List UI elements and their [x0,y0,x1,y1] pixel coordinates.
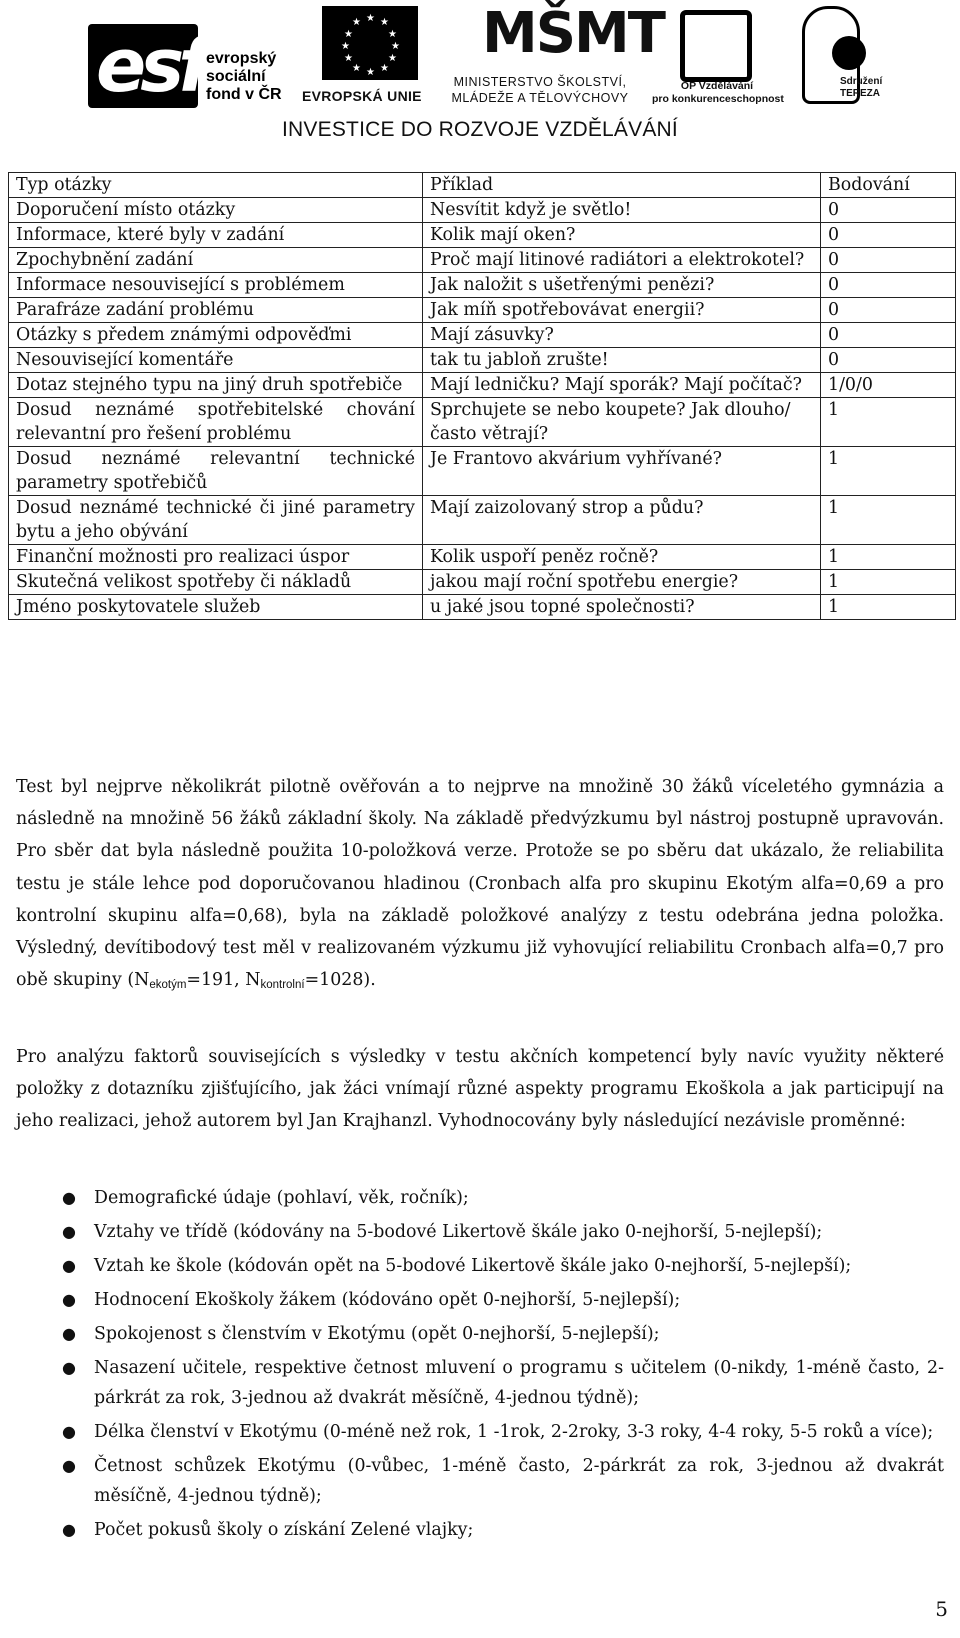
bullet-icon: ● [62,1188,76,1207]
eu-logo [302,6,442,106]
table-cell: Kolik uspoří peněz ročně? [423,545,821,570]
table-cell: Dosud neznámé technické či jiné parametry bytu a jeho obývání [9,496,423,545]
table-cell: Jak naložit s ušetřenými penězi? [423,273,821,298]
eu-logo-text: EVROPSKÁ UNIE [302,88,422,104]
table-cell: 1/0/0 [821,373,956,398]
eu-flag-icon: ★ ★ ★ ★ ★ ★ ★ ★ ★ ★ ★ ★ [322,6,418,80]
list-item: ● Vztahy ve třídě (kódovány na 5-bodové Likertově škále jako 0-nejhorší, 5-nejlepší); [16,1217,944,1247]
table-cell: Informace, které byly v zadání [9,223,423,248]
question-types-table [8,172,956,620]
table-cell: Sprchujete se nebo koupete? Jak dlouho/často větrají? [423,398,821,447]
list-item: ● Demografické údaje (pohlaví, věk, ročník); [16,1183,944,1213]
list-item: ● Vztah ke škole (kódován opět na 5-bodové Likertově škále jako 0-nejhorší, 5-nejlepší); [16,1251,944,1281]
bullet-icon: ● [62,1256,76,1275]
table-cell: Je Frantovo akvárium vyhřívané? [423,447,821,496]
msmt-mark: MŠMT [482,1,664,66]
table-row [9,348,956,373]
table-cell: 0 [821,348,956,373]
table-cell: Finanční možnosti pro realizaci úspor [9,545,423,570]
table-cell: u jaké jsou topné společnosti? [423,595,821,620]
list-item: ● Spokojenost s členstvím v Ekotýmu (opět 0-nejhorší, 5-nejlepší); [16,1319,944,1349]
table-cell: Parafráze zadání problému [9,298,423,323]
list-item: ● Četnost schůzek Ekotýmu (0-vůbec, 1-méně často, 2-párkrát za rok, 3-jednou až dvakrát měsíčně, 4-jednou týdně); [16,1451,944,1511]
table-cell: Dosud neznámé relevantní technické parametry spotřebičů [9,447,423,496]
bullet-icon: ● [62,1422,76,1441]
table-row [9,545,956,570]
table-row [9,198,956,223]
table-cell: 1 [821,447,956,496]
list-item: ● Délka členství v Ekotýmu (0-méně než rok, 1 -1rok, 2-2roky, 3-3 roky, 4-4 roky, 5-5 roků a více); [16,1417,944,1447]
table-row [9,447,956,496]
table-cell: Zpochybnění zadání [9,248,423,273]
table-header-cell: Bodování [821,173,956,198]
msmt-logo-text: MINISTERSTVO ŠKOLSTVÍ, MLÁDEŽE A TĚLOVÝCHOVY [451,75,629,105]
variables-list [16,1183,944,1549]
table-row [9,223,956,248]
table-header-cell: Příklad [423,173,821,198]
esf-mark: esf [96,23,205,109]
table-cell: 0 [821,298,956,323]
table-cell: Nesvítit když je světlo! [423,198,821,223]
list-item: ● Hodnocení Ekoškoly žákem (kódováno opět 0-nejhorší, 5-nejlepší); [16,1285,944,1315]
msmt-logo [434,1,664,112]
table-header-row [9,173,956,198]
table-cell: Dosud neznámé spotřebitelské chování relevantní pro řešení problému [9,398,423,447]
esf-logo-text: evropský sociální fond v ČR [206,50,282,103]
bullet-icon: ● [62,1520,76,1539]
table-row [9,248,956,273]
bullet-icon: ● [62,1358,76,1377]
table-cell: tak tu jabloň zrušte! [423,348,821,373]
table-row [9,398,956,447]
page-header [0,0,960,150]
header-tagline: INVESTICE DO ROZVOJE VZDĚLÁVÁNÍ [282,118,678,141]
bullet-icon: ● [62,1290,76,1309]
bullet-icon: ● [62,1456,76,1475]
table-cell: Mají ledničku? Mají sporák? Mají počítač? [423,373,821,398]
table-cell: Jak míň spotřebovávat energii? [423,298,821,323]
table-cell: 0 [821,323,956,348]
table-row [9,323,956,348]
table-cell: Doporučení místo otázky [9,198,423,223]
table-cell: 0 [821,198,956,223]
paragraph-factors: Pro analýzu faktorů souvisejících s výsledky v testu akčních kompetencí byly navíc využity některé položky z dotazníku zjišťujícího, jak žáci vnímají různé aspekty programu Ekoškola a jak participují na jeho realizaci, jehož autorem byl Jan Krajhanzl. Vyhodnocovány byly následující nezávisle proměnné: [16,1047,944,1132]
table-header-cell: Typ otázky [9,173,423,198]
table-cell: 1 [821,595,956,620]
table-row [9,496,956,545]
table-cell: 1 [821,570,956,595]
table-cell: 1 [821,496,956,545]
paragraph-test-reliability: Test byl nejprve několikrát pilotně ověřován a to nejprve na množině 30 žáků víceletého gymnázia a následně na množině 56 žáků základní školy. Na základě předvýzkumu byl nástroj postupně upravován. Pro sběr dat byla následně použita 10-položková verze. Protože se po sběru dat ukázalo, že reliabilita testu je stále lehce pod doporučovanou hladinou (Cronbach alfa pro skupinu Ekotým alfa=0,69 a pro kontrolní skupinu alfa=0,68), byla na základě položkové analýzy z testu odebrána jedna položka. Výsledný, devítibodový test měl v realizovaném výzkumu již vyhovující reliabilitu Cronbach alfa=0,7 pro obě skupiny ($N_{ekotým}=191$, $N_{kontrolní}=1028$). [16,777,944,992]
table-row [9,273,956,298]
subscript-ekotym: ekotým [149,979,187,992]
table-cell: Jméno poskytovatele služeb [9,595,423,620]
table-row [9,595,956,620]
table-row [9,570,956,595]
table-cell: 0 [821,273,956,298]
tereza-logo-text: Sdružení TEREZA [840,76,883,99]
table-cell: 0 [821,248,956,273]
bullet-icon: ● [62,1324,76,1343]
table-cell: 0 [821,223,956,248]
bullet-icon: ● [62,1222,76,1241]
op-logo-icon [680,10,752,82]
globe-icon [832,36,866,70]
table-cell: Nesouvisející komentáře [9,348,423,373]
table-cell: Skutečná velikost spotřeby či nákladů [9,570,423,595]
op-logo-text: OP Vzdělávání pro konkurenceschopnost [652,80,784,105]
table-cell: Proč mají litinové radiátori a elektrokotel? [423,248,821,273]
subscript-kontrolni: kontrolní [260,979,305,992]
list-item: ● Počet pokusů školy o získání Zelené vlajky; [16,1515,944,1545]
tereza-logo [792,6,892,106]
page-number: 5 [935,1597,948,1621]
table-cell: Mají zaizolovaný strop a půdu? [423,496,821,545]
table-cell: 1 [821,398,956,447]
table-cell: jakou mají roční spotřebu energie? [423,570,821,595]
esf-logo [88,14,303,109]
table-cell: 1 [821,545,956,570]
op-vzdelavani-logo [652,10,782,106]
list-item: ● Nasazení učitele, respektive četnost mluvení o programu s učitelem (0-nikdy, 1-méně často, 2-párkrát za rok, 3-jednou až dvakrát měsíčně, 4-jednou týdně); [16,1353,944,1413]
table-cell: Informace nesouvisející s problémem [9,273,423,298]
table-row [9,298,956,323]
table-cell: Otázky s předem známými odpověďmi [9,323,423,348]
table-cell: Kolik mají oken? [423,223,821,248]
table-cell: Mají zásuvky? [423,323,821,348]
table-cell: Dotaz stejného typu na jiný druh spotřebiče [9,373,423,398]
table-row [9,373,956,398]
